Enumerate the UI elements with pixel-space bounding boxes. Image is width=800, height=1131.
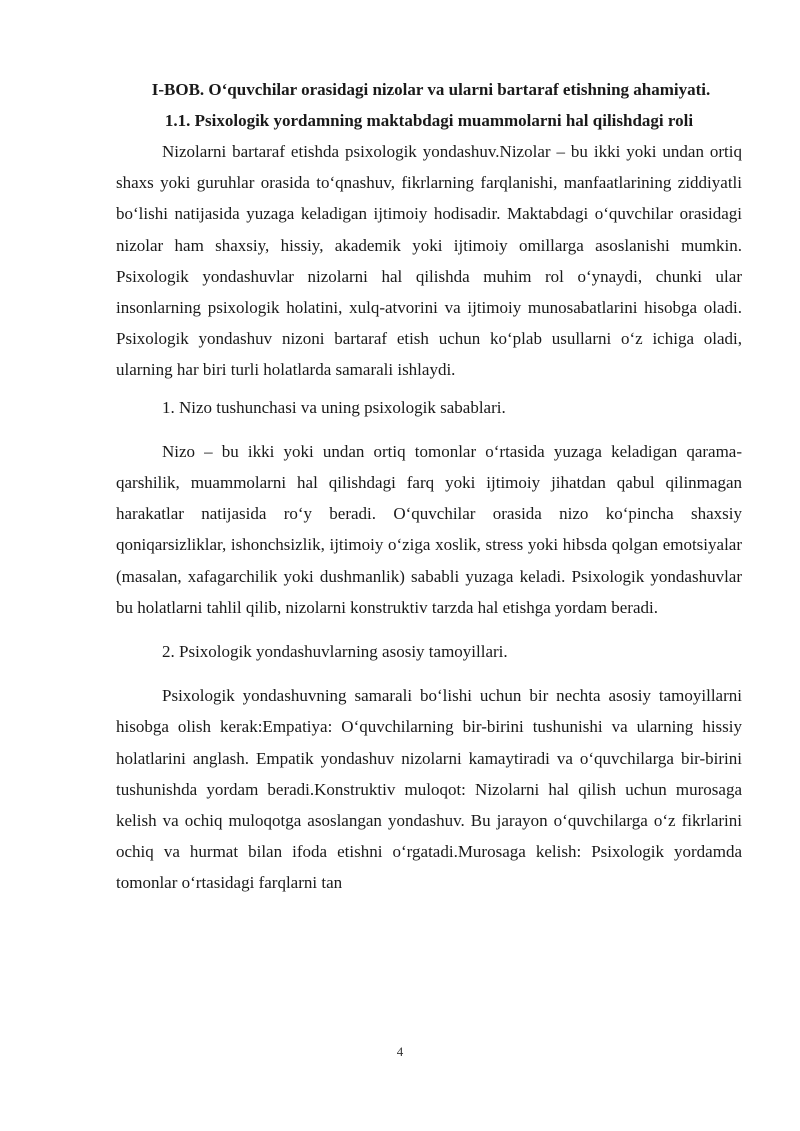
section-title: 1.1. Psixologik yordamning maktabdagi muammolarni hal qilishdagi roli [164,111,694,130]
paragraph-conflict-concept: Nizo – bu ikki yoki undan ortiq tomonlar oʻrtasida yuzaga keladigan qarama-qarshilik, muammolarni hal qilishdagi farq yoki ijtimoiy jihatdan qabul qilinmagan harakatlar natijasida roʻy beradi. Oʻquvchilar orasida nizo koʻpincha shaxsiy qoniqarsizliklar, ishonchsizlik, ijtimoiy oʻziga xoslik, stress yoki hibsda qolgan emotsiyalar (masalan, xafagarchilik yoki dushmanlik) sababli yuzaga keladi. Psixologik yondashuvlar bu holatlarni tahlil qilib, nizolarni konstruktiv tarzda hal etishga yordam beradi. [116,441,742,617]
chapter-title: I-BOB. Oʻquvchilar orasidagi nizolar va ularni bartaraf etishning ahamiyati. [151,80,711,99]
paragraph-intro: Nizolarni bartaraf etishda psixologik yondashuv.Nizolar – bu ikki yoki undan ortiq shaxs yoki guruhlar orasida toʻqnashuv, fikrlarning farqlanishi, manfaatlarining ziddiyatli boʻlishi natijasida yuzaga keladigan ijtimoiy hodisadir. Maktabdagi oʻquvchilar orasidagi nizolar ham shaxsiy, hissiy, akademik yoki ijtimoiy omillarga asoslanishi mumkin. Psixologik yondashuvlar nizolarni hal qilishda muhim rol oʻynaydi, chunki ular insonlarning psixologik holatini, xulq-atvorini va ijtimoiy munosabatlarini hisobga oladi. Psixologik yondashuv nizoni bartaraf etish uchun koʻplab usullarni oʻz ichiga oladi, ularning har biri turli holatlarda samarali ishlaydi. [116,142,742,380]
subheading-1: 1. Nizo tushunchasi va uning psixologik sabablari. [162,397,506,417]
paragraph-principles: Psixologik yondashuvning samarali boʻlishi uchun bir nechta asosiy tamoyillarni hisobga olish kerak:Empatiya: Oʻquvchilarning bir-birini tushunishi va ularning hissiy holatlarini anglash. Empatik yondashuv nizolarni kamaytiradi va oʻquvchilarga bir-birini tushunishda yordam beradi.Konstruktiv muloqot: Nizolarni hal qilish uchun murosaga kelish va ochiq muloqotga asoslangan yondashuv. Bu jarayon oʻquvchilarga oʻz fikrlarini ochiq va hurmat bilan ifoda etishni oʻrgatadi.Murosaga kelish: Psixologik yordamda tomonlar oʻrtasidagi farqlarni tan [116,686,742,893]
page-content [116,74,742,899]
page-number: 4 [396,1044,404,1059]
subheading-2: 2. Psixologik yondashuvlarning asosiy tamoyillari. [162,642,508,662]
